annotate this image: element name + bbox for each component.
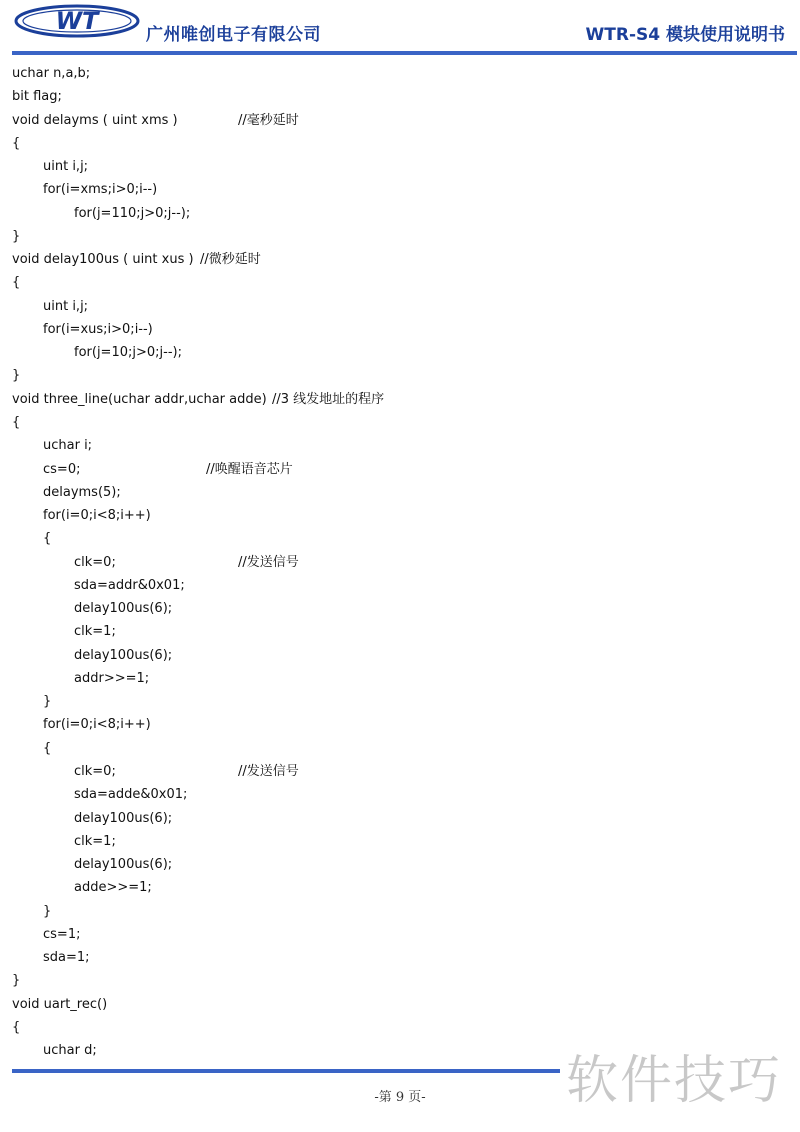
logo-text: WT	[55, 7, 99, 35]
code-text: for(i=0;i<8;i++)	[43, 508, 151, 524]
code-line	[12, 876, 792, 899]
code-line	[12, 178, 792, 201]
code-line	[12, 155, 792, 178]
header-rule	[12, 51, 797, 55]
code-line	[12, 737, 792, 760]
code-text: cs=1;	[43, 926, 81, 942]
code-line	[12, 713, 792, 736]
code-line	[12, 783, 792, 806]
code-comment: //3 线发地址的程序	[272, 391, 385, 407]
code-text: void three_line(uchar addr,uchar adde)	[12, 391, 267, 407]
code-line	[12, 527, 792, 550]
code-text: uint i,j;	[43, 298, 89, 314]
code-line	[12, 85, 792, 108]
code-line	[12, 132, 792, 155]
code-line	[12, 853, 792, 876]
code-text: {	[12, 135, 21, 151]
code-comment: //微秒延时	[200, 252, 261, 268]
code-text: }	[12, 973, 21, 989]
code-listing	[12, 62, 792, 1062]
code-text: delay100us(6);	[74, 810, 173, 826]
code-text: for(j=110;j>0;j--);	[74, 205, 191, 221]
code-line	[12, 1016, 792, 1039]
code-text: }	[12, 368, 21, 384]
code-text: sda=addr&0x01;	[74, 577, 185, 593]
code-text: void delayms ( uint xms )	[12, 112, 178, 128]
code-text: {	[12, 1019, 21, 1035]
code-text: clk=0;	[74, 763, 116, 779]
code-text: cs=0;	[43, 461, 81, 477]
code-line	[12, 620, 792, 643]
code-line	[12, 667, 792, 690]
code-comment: //唤醒语音芯片	[206, 461, 293, 477]
code-line	[12, 551, 792, 574]
code-text: clk=0;	[74, 554, 116, 570]
code-line	[12, 271, 792, 294]
code-text: clk=1;	[74, 624, 116, 640]
code-text: uchar i;	[43, 438, 93, 454]
code-text: {	[43, 531, 52, 547]
watermark-text: 软件技巧	[566, 1051, 783, 1111]
code-line	[12, 109, 792, 132]
code-line	[12, 830, 792, 853]
code-comment: //毫秒延时	[238, 112, 299, 128]
company-logo	[14, 4, 140, 38]
code-line	[12, 318, 792, 341]
code-line	[12, 900, 792, 923]
code-line	[12, 388, 792, 411]
code-line	[12, 411, 792, 434]
code-text: void delay100us ( uint xus )	[12, 252, 194, 268]
code-text: uint i,j;	[43, 159, 89, 175]
code-text: clk=1;	[74, 833, 116, 849]
code-line	[12, 481, 792, 504]
code-text: delay100us(6);	[74, 857, 173, 873]
code-line	[12, 993, 792, 1016]
code-line	[12, 364, 792, 387]
code-line	[12, 62, 792, 85]
code-line	[12, 202, 792, 225]
code-line	[12, 760, 792, 783]
code-text: for(j=10;j>0;j--);	[74, 345, 182, 361]
code-line	[12, 225, 792, 248]
code-text: {	[12, 414, 21, 430]
code-text: addr>>=1;	[74, 670, 150, 686]
footer-rule	[12, 1069, 560, 1073]
code-text: uchar n,a,b;	[12, 66, 91, 81]
code-text: }	[43, 694, 52, 710]
code-text: delayms(5);	[43, 484, 121, 500]
code-line	[12, 504, 792, 527]
code-text: sda=1;	[43, 950, 90, 966]
code-line	[12, 248, 792, 271]
code-text: sda=adde&0x01;	[74, 787, 188, 803]
page-number: -第 9 页-	[374, 1090, 426, 1105]
code-line	[12, 341, 792, 364]
code-comment: //发送信号	[238, 763, 299, 779]
code-line	[12, 946, 792, 969]
company-name: 广州唯创电子有限公司	[146, 25, 321, 45]
code-text: {	[12, 275, 21, 291]
code-line	[12, 295, 792, 318]
document-title: WTR-S4 模块使用说明书	[585, 25, 785, 45]
code-text: for(i=0;i<8;i++)	[43, 717, 151, 733]
code-text: }	[43, 903, 52, 919]
code-text: bit flag;	[12, 89, 62, 105]
code-text: delay100us(6);	[74, 647, 173, 663]
code-text: for(i=xms;i>0;i--)	[43, 182, 158, 198]
code-line	[12, 574, 792, 597]
code-line	[12, 969, 792, 992]
code-line	[12, 807, 792, 830]
code-line	[12, 597, 792, 620]
code-comment: //发送信号	[238, 554, 299, 570]
code-line	[12, 923, 792, 946]
code-line	[12, 644, 792, 667]
code-text: {	[43, 740, 52, 756]
code-line	[12, 434, 792, 457]
code-text: for(i=xus;i>0;i--)	[43, 321, 153, 337]
code-line	[12, 690, 792, 713]
code-text: delay100us(6);	[74, 601, 173, 617]
code-line	[12, 458, 792, 481]
code-text: void uart_rec()	[12, 996, 108, 1012]
code-text: uchar d;	[43, 1043, 97, 1059]
code-text: adde>>=1;	[74, 880, 152, 896]
code-text: }	[12, 228, 21, 244]
